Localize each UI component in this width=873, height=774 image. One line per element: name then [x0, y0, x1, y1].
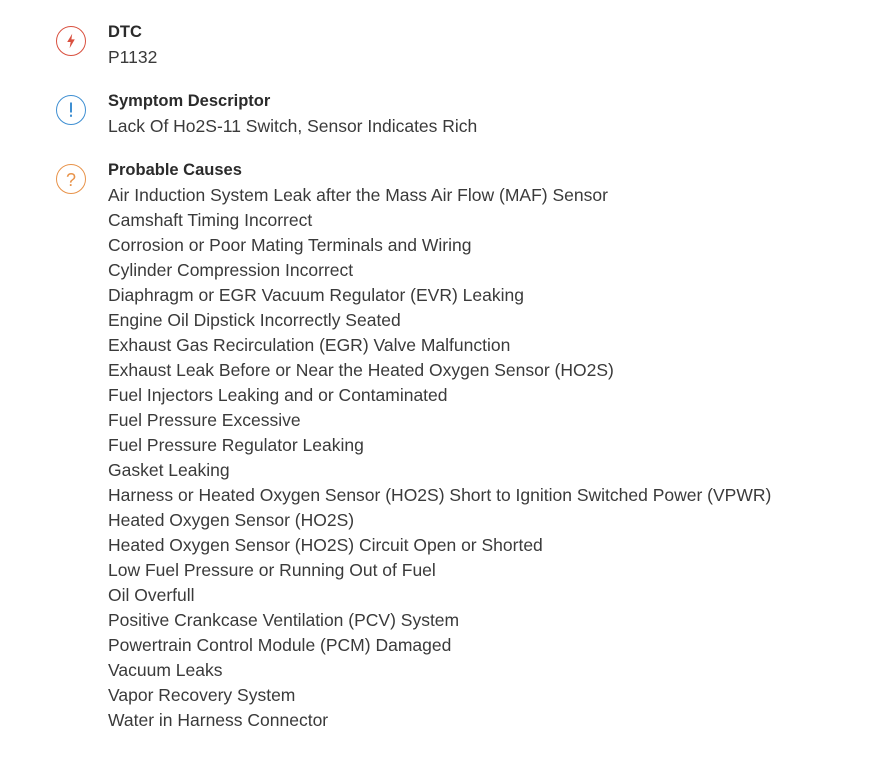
cause-item: Corrosion or Poor Mating Terminals and Wiring	[108, 235, 472, 255]
symptom-label: Symptom Descriptor	[108, 92, 271, 110]
exclamation-icon	[56, 95, 86, 125]
probable-causes-label: Probable Causes	[108, 161, 242, 179]
cause-item: Fuel Pressure Regulator Leaking	[108, 435, 364, 455]
cause-item: Heated Oxygen Sensor (HO2S)	[108, 510, 355, 530]
question-mark-icon: ?	[56, 164, 86, 194]
cause-item: Fuel Pressure Excessive	[108, 410, 301, 430]
cause-item: Exhaust Leak Before or Near the Heated Oxygen Sensor (HO2S)	[108, 360, 614, 380]
cause-item: Camshaft Timing Incorrect	[108, 210, 313, 230]
cause-item: Low Fuel Pressure or Running Out of Fuel	[108, 560, 436, 580]
cause-item: Positive Crankcase Ventilation (PCV) System	[108, 610, 460, 630]
dtc-label: DTC	[108, 23, 142, 41]
cause-item: Fuel Injectors Leaking and or Contaminated	[108, 385, 448, 405]
cause-item: Air Induction System Leak after the Mass Air Flow (MAF) Sensor	[108, 185, 608, 205]
cause-item: Vacuum Leaks	[108, 660, 223, 680]
cause-item: Diaphragm or EGR Vacuum Regulator (EVR) Leaking	[108, 285, 524, 305]
cause-item: Engine Oil Dipstick Incorrectly Seated	[108, 310, 401, 330]
symptom-description: Lack Of Ho2S-11 Switch, Sensor Indicates Rich	[108, 116, 478, 136]
cause-item: Cylinder Compression Incorrect	[108, 260, 354, 280]
cause-item: Oil Overfull	[108, 585, 195, 605]
cause-item: Water in Harness Connector	[108, 710, 329, 730]
lightning-bolt-icon	[56, 26, 86, 56]
cause-item: Powertrain Control Module (PCM) Damaged	[108, 635, 452, 655]
cause-item: Harness or Heated Oxygen Sensor (HO2S) Short to Ignition Switched Power (VPWR)	[108, 485, 772, 505]
cause-item: Gasket Leaking	[108, 460, 230, 480]
cause-item: Exhaust Gas Recirculation (EGR) Valve Malfunction	[108, 335, 511, 355]
dtc-code: P1132	[108, 47, 158, 67]
cause-item: Heated Oxygen Sensor (HO2S) Circuit Open or Shorted	[108, 535, 543, 555]
cause-item: Vapor Recovery System	[108, 685, 296, 705]
probable-causes-list	[108, 183, 853, 733]
